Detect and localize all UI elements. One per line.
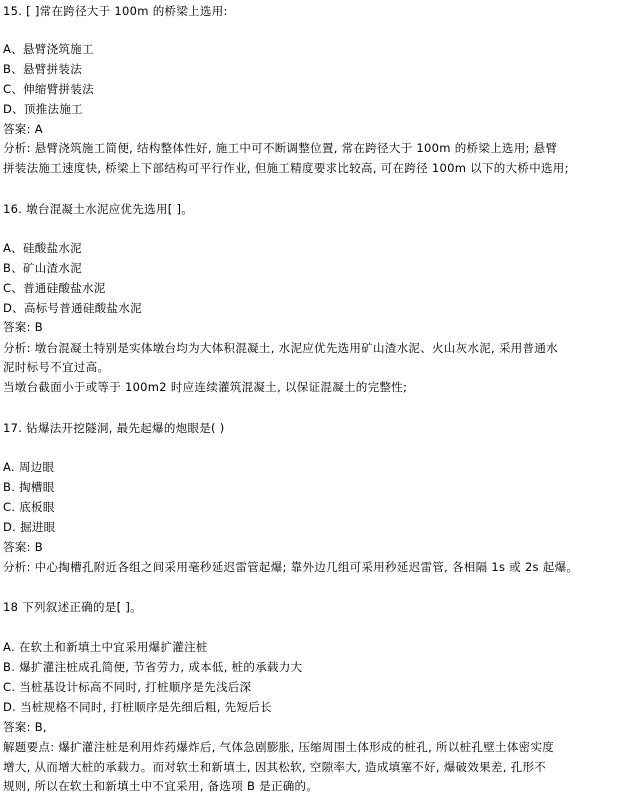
q16-analysis-line-3: 当墩台截面小于或等于 100m2 时应连续灌筑混凝土, 以保证混凝土的完整性; [3,380,408,394]
q18-option-a: A. 在软土和新填土中宜采用爆扩灌注桩 [3,640,208,654]
q16-analysis-line-1: 分析: 墩台混凝土特别是实体墩台均为大体积混凝土, 水泥应优先选用矿山渣水泥、火山灰水泥, 采用普通水 [3,341,558,355]
q15-option-d: D、顶推法施工 [3,102,83,116]
q17-option-a: A. 周边眼 [3,460,55,474]
q16-option-c: C、普通硅酸盐水泥 [3,281,106,295]
q18-analysis-line-2: 增大, 从而增大桩的承载力。而对软土和新填土, 因其松软, 空隙率大, 造成填塞不好, 爆破效果差, 孔形不 [3,760,547,774]
q16-answer: 答案: B [3,320,43,334]
q18-option-d: D. 当桩规格不同时, 打桩顺序是先细后粗, 先短后长 [3,700,272,714]
q15-option-b: B、悬臂拼装法 [3,62,82,76]
q16-option-b: B、矿山渣水泥 [3,261,82,275]
question-18: 18 下列叙述正确的是[ ]。 [3,600,142,614]
q17-answer: 答案: B [3,540,43,554]
q18-answer: 答案: B, [3,720,47,734]
q15-answer: 答案: A [3,122,43,136]
q18-analysis-line-3: 规则, 所以在软土和新填土中不宜采用, 备选项 B 是正确的。 [3,779,319,793]
q18-option-b: B. 爆扩灌注桩成孔简便, 节省劳力, 成本低, 桩的承载力大 [3,660,303,674]
question-16: 16. 墩台混凝土水泥应优先选用[ ]。 [3,202,194,216]
question-17: 17. 钻爆法开挖隧洞, 最先起爆的炮眼是( ) [3,421,225,435]
q15-option-c: C、伸缩臂拼装法 [3,82,94,96]
q15-analysis-line-2: 拼装法施工速度快, 桥梁上下部结构可平行作业, 但施工精度要求比较高, 可在跨径 100m 以下的大桥中选用; [3,161,569,175]
q17-option-d: D. 掘进眼 [3,520,56,534]
q16-option-d: D、高标号普通硅酸盐水泥 [3,301,142,315]
q16-option-a: A、硅酸盐水泥 [3,241,82,255]
q15-option-a: A、悬臂浇筑施工 [3,42,94,56]
q17-option-b: B. 掏槽眼 [3,480,55,494]
q15-analysis-line-1: 分析: 悬臂浇筑施工简便, 结构整体性好, 施工中可不断调整位置, 常在跨径大于 100m 的桥梁上选用; 悬臂 [3,141,558,155]
q16-analysis-line-2: 泥时标号不宜过高。 [3,360,110,374]
question-15: 15. [ ]常在跨径大于 100m 的桥梁上选用: [3,4,228,18]
q17-option-c: C. 底板眼 [3,500,55,514]
q18-analysis-line-1: 解题要点: 爆扩灌注桩是利用炸药爆炸后, 气体急剧膨胀, 压缩周围土体形成的桩孔, 所以桩孔壁土体密实度 [3,740,555,754]
q17-analysis-line-1: 分析: 中心掏槽孔附近各组之间采用毫秒延迟雷管起爆; 靠外边几组可采用秒延迟雷管, 各相隔 1s 或 2s 起爆。 [3,560,579,574]
q18-option-c: C. 当桩基设计标高不同时, 打桩顺序是先浅后深 [3,680,252,694]
